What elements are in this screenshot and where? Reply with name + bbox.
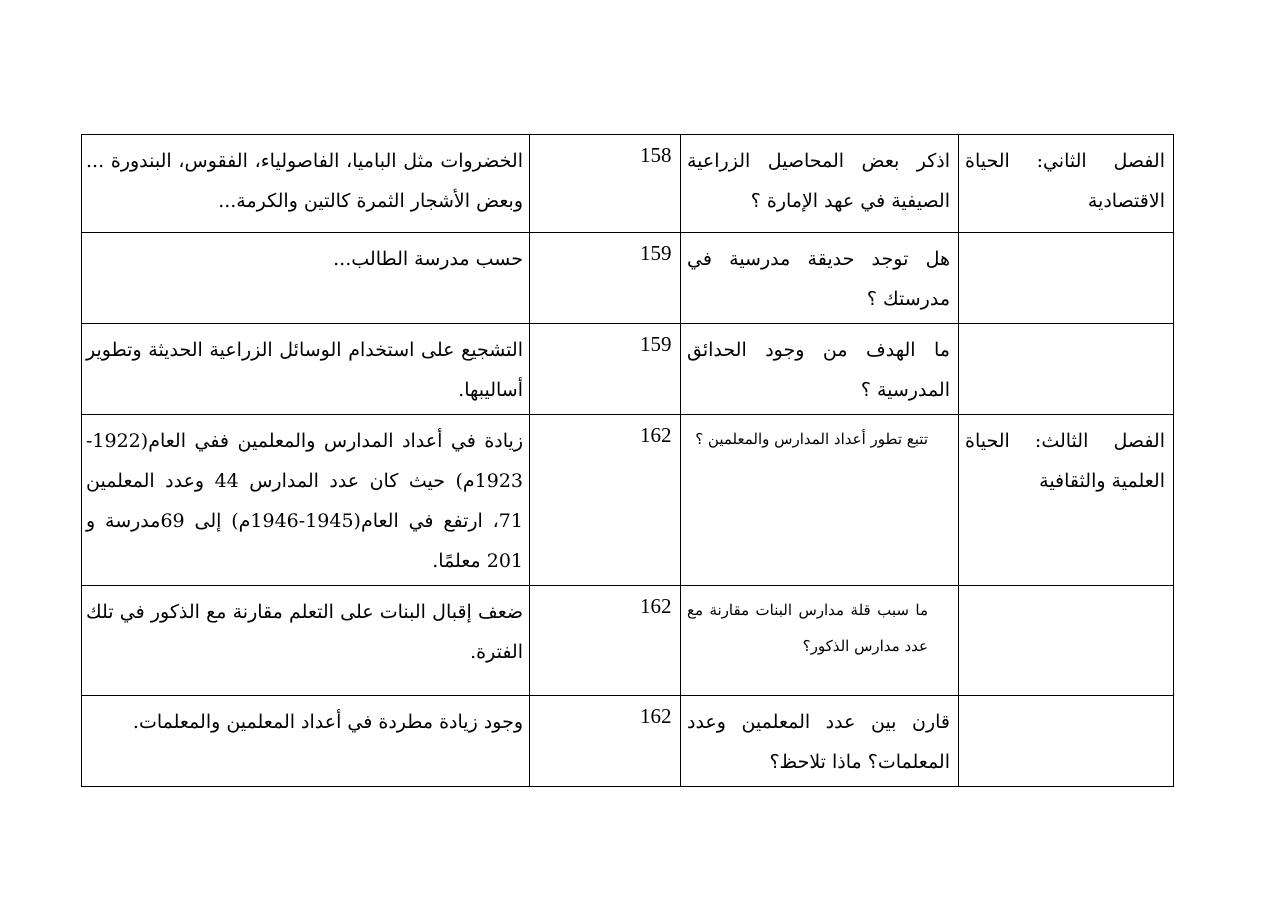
table-row bbox=[82, 324, 1174, 415]
answers-table bbox=[81, 134, 1174, 787]
answer-cell: الخضروات مثل الباميا، الفاصولياء، الفقوس، البندورة ... وبعض الأشجار الثمرة كالتين والكرمة... bbox=[82, 135, 530, 233]
question-cell: هل توجد حديقة مدرسية في مدرستك ؟ bbox=[681, 233, 959, 324]
chapter-cell bbox=[959, 233, 1174, 324]
question-cell: ما سبب قلة مدارس البنات مقارنة مع عدد مدارس الذكور؟ bbox=[681, 586, 959, 696]
chapter-cell bbox=[959, 586, 1174, 696]
table-row bbox=[82, 696, 1174, 787]
table-row bbox=[82, 233, 1174, 324]
page-number-cell: 159 bbox=[530, 324, 681, 415]
page-number-cell: 162 bbox=[530, 415, 681, 586]
table-row bbox=[82, 135, 1174, 233]
question-cell: قارن بين عدد المعلمين وعدد المعلمات؟ ماذا تلاحظ؟ bbox=[681, 696, 959, 787]
chapter-cell bbox=[959, 324, 1174, 415]
question-cell: ما الهدف من وجود الحدائق المدرسية ؟ bbox=[681, 324, 959, 415]
page-number-cell: 159 bbox=[530, 233, 681, 324]
table-row bbox=[82, 586, 1174, 696]
question-cell: اذكر بعض المحاصيل الزراعية الصيفية في عهد الإمارة ؟ bbox=[681, 135, 959, 233]
page-number-cell: 162 bbox=[530, 696, 681, 787]
chapter-cell bbox=[959, 696, 1174, 787]
page-number-cell: 162 bbox=[530, 586, 681, 696]
question-cell: تتبع تطور أعداد المدارس والمعلمين ؟ bbox=[681, 415, 959, 586]
chapter-cell: الفصل الثالث: الحياة العلمية والثقافية bbox=[959, 415, 1174, 586]
answer-cell: ضعف إقبال البنات على التعلم مقارنة مع الذكور في تلك الفترة. bbox=[82, 586, 530, 696]
answer-cell: التشجيع على استخدام الوسائل الزراعية الحديثة وتطوير أساليبها. bbox=[82, 324, 530, 415]
page-number-cell: 158 bbox=[530, 135, 681, 233]
table-row bbox=[82, 415, 1174, 586]
answer-cell: حسب مدرسة الطالب... bbox=[82, 233, 530, 324]
answer-cell: زيادة في أعداد المدارس والمعلمين ففي العام(1922-1923م) حيث كان عدد المدارس 44 وعدد المعلمين 71، ارتفع في العام(1945-1946م) إلى 69مدرسة و 201 معلمًا. bbox=[82, 415, 530, 586]
answer-cell: وجود زيادة مطردة في أعداد المعلمين والمعلمات. bbox=[82, 696, 530, 787]
chapter-cell: الفصل الثاني: الحياة الاقتصادية bbox=[959, 135, 1174, 233]
